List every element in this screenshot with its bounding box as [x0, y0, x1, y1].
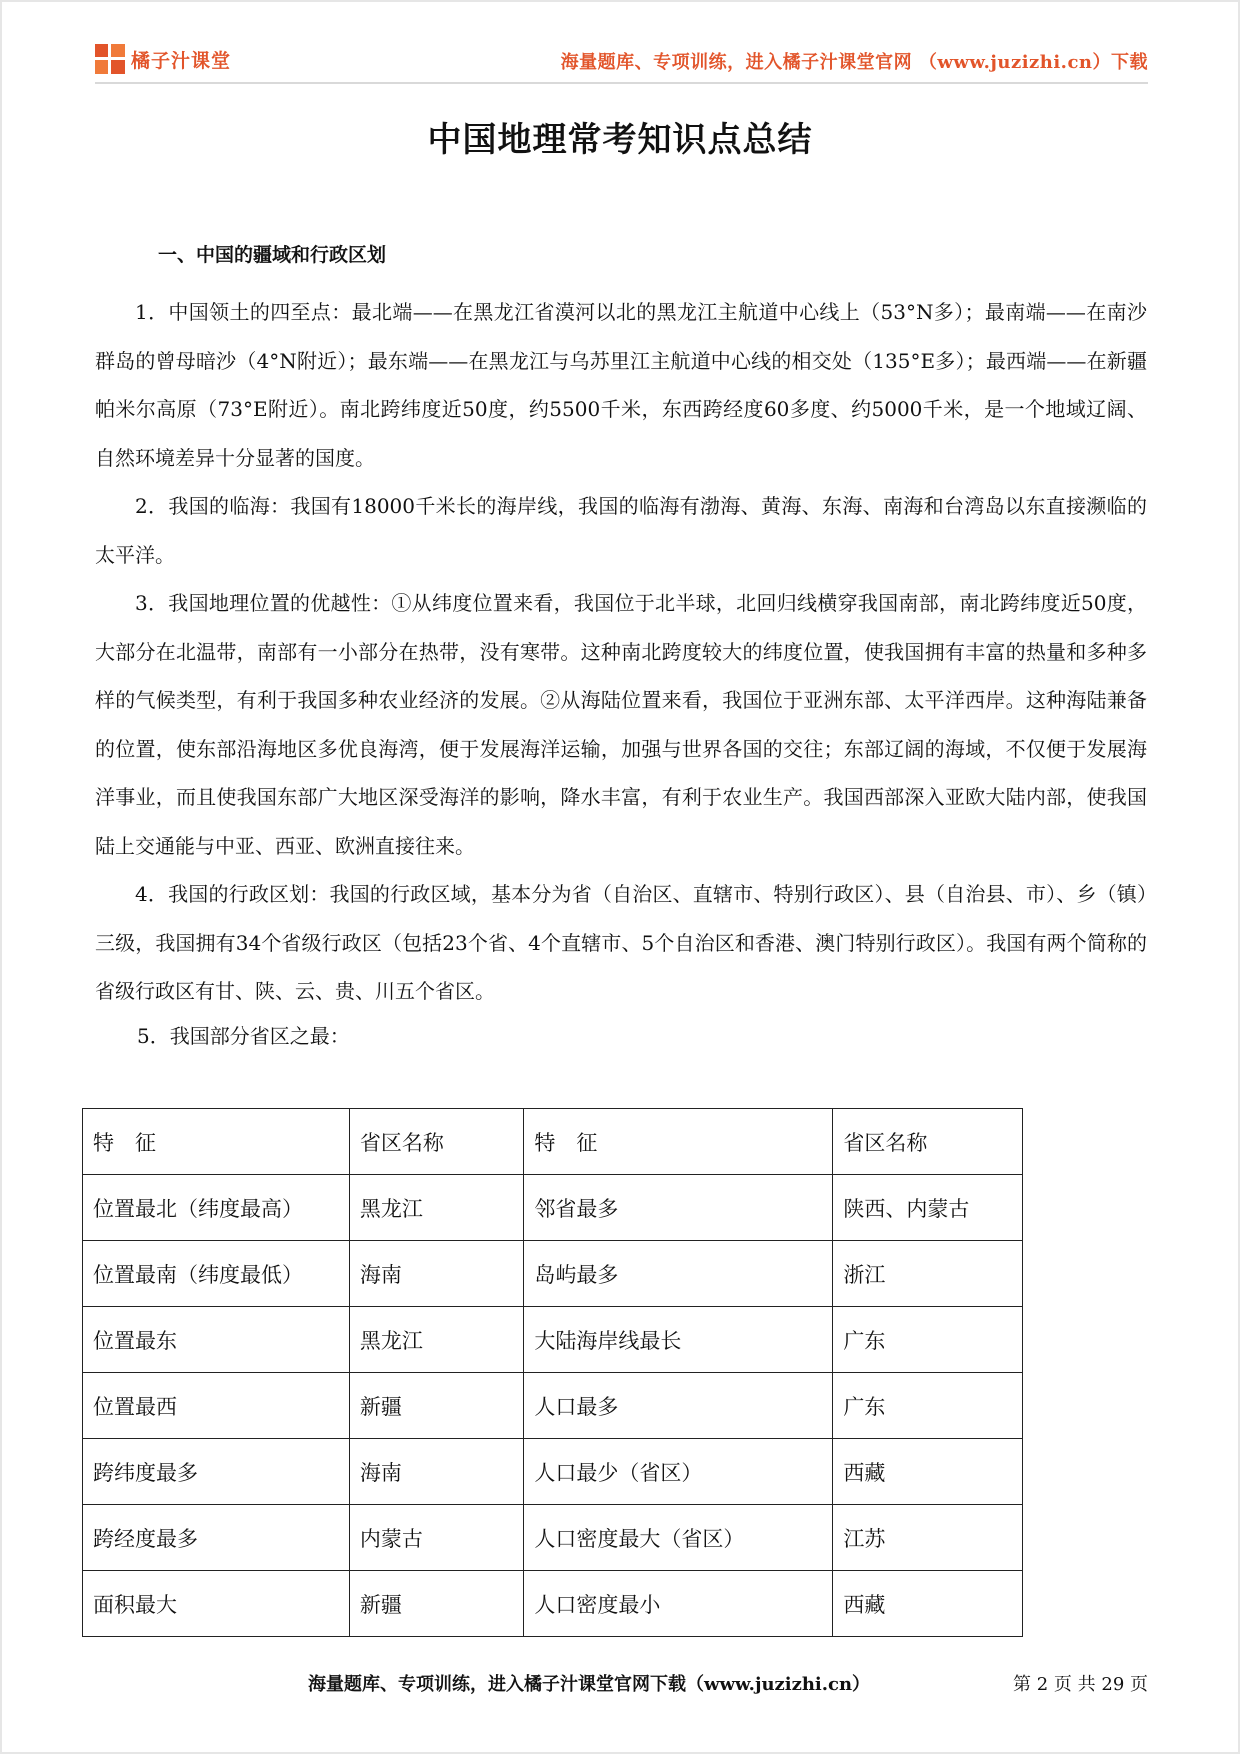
table-row: [83, 1439, 1023, 1505]
table-cell: 人口最少（省区）: [524, 1439, 833, 1505]
table-row: [83, 1307, 1023, 1373]
table-cell: 海南: [349, 1439, 524, 1505]
table-cell: 新疆: [349, 1571, 524, 1637]
table-row: [83, 1571, 1023, 1637]
table-cell: 人口最多: [524, 1373, 833, 1439]
table-cell: 位置最东: [83, 1307, 350, 1373]
header-slogan[interactable]: 海量题库、专项训练，进入橘子汁课堂官网 （www.juzizhi.cn）下载: [560, 52, 1148, 73]
table-cell: 黑龙江: [349, 1175, 524, 1241]
table-cell: 位置最北（纬度最高）: [83, 1175, 350, 1241]
table-cell: 浙江: [833, 1241, 1023, 1307]
table-cell: 内蒙古: [349, 1505, 524, 1571]
table-cell: 西藏: [833, 1439, 1023, 1505]
page-number: 第 2 页 共 29 页: [1013, 1674, 1148, 1695]
logo-icon: [95, 44, 125, 74]
table-cell: 新疆: [349, 1373, 524, 1439]
paragraph-location-advantages: 3．我国地理位置的优越性：①从纬度位置来看，我国位于北半球，北回归线横穿我国南部，南北跨纬度近50度，大部分在北温带，南部有一小部分在热带，没有寒带。这种南北跨度较大的纬度位置，使我国拥有丰富的热量和多种多样的气候类型，有利于我国多种农业经济的发展。②从海陆位置来看，我国位于亚洲东部、太平洋西岸。这种海陆兼备的位置，使东部沿海地区多优良海湾，便于发展海洋运输，加强与世界各国的交往；东部辽阔的海域，不仅便于发展海洋事业，而且使我国东部广大地区深受海洋的影响，降水丰富，有利于农业生产。我国西部深入亚欧大陆内部，使我国陆上交通能与中亚、西亚、欧洲直接往来。: [95, 591, 1147, 858]
province-records-table: [82, 1108, 1023, 1637]
table-row: [83, 1175, 1023, 1241]
site-logo[interactable]: [95, 44, 231, 74]
table-cell: 岛屿最多: [524, 1241, 833, 1307]
table-cell: 位置最南（纬度最低）: [83, 1241, 350, 1307]
table-header-row: [83, 1109, 1023, 1175]
paragraph-territory-extremes: 1．中国领土的四至点：最北端——在黑龙江省漠河以北的黑龙江主航道中心线上（53°N多）；最南端——在南沙群岛的曾母暗沙（4°N附近）；最东端——在黑龙江与乌苏里江主航道中心线的相交处（135°E多）；最西端——在新疆帕米尔高原（73°E附近）。南北跨纬度近50度，约5500千米，东西跨经度60多度、约5000千米，是一个地域辽阔、自然环境差异十分显著的国度。: [95, 300, 1147, 470]
table-cell: 广东: [833, 1307, 1023, 1373]
table-cell: 跨纬度最多: [83, 1439, 350, 1505]
page-header: [95, 40, 1148, 84]
table-cell: 黑龙江: [349, 1307, 524, 1373]
table-cell: 人口密度最大（省区）: [524, 1505, 833, 1571]
paragraph-seas: 2．我国的临海：我国有18000千米长的海岸线，我国的临海有渤海、黄海、东海、南海和台湾岛以东直接濒临的太平洋。: [95, 494, 1147, 567]
table-cell: 海南: [349, 1241, 524, 1307]
section-heading: 一、中国的疆域和行政区划: [158, 244, 387, 266]
table-cell: 邻省最多: [524, 1175, 833, 1241]
table-cell: 陕西、内蒙古: [833, 1175, 1023, 1241]
document-title: 中国地理常考知识点总结: [427, 120, 813, 160]
logo-text: 橘子汁课堂: [131, 49, 232, 72]
table-cell: 面积最大: [83, 1571, 350, 1637]
table-cell: 西藏: [833, 1571, 1023, 1637]
table-header-cell: 省区名称: [349, 1109, 524, 1175]
table-cell: 江苏: [833, 1505, 1023, 1571]
table-header-cell: 省区名称: [833, 1109, 1023, 1175]
document-body: [95, 240, 1147, 1056]
table-cell: 人口密度最小: [524, 1571, 833, 1637]
table-cell: 位置最西: [83, 1373, 350, 1439]
table-cell: 广东: [833, 1373, 1023, 1439]
table-row: [83, 1373, 1023, 1439]
table-row: [83, 1505, 1023, 1571]
table-caption: 5．我国部分省区之最：: [137, 1023, 350, 1048]
paragraph-administrative-divisions: 4．我国的行政区划：我国的行政区域，基本分为省（自治区、直辖市、特别行政区）、县（自治县、市）、乡（镇）三级，我国拥有34个省级行政区（包括23个省、4个直辖市、5个自治区和香港、澳门特别行政区）。我国有两个简称的省级行政区有甘、陕、云、贵、川五个省区。: [95, 882, 1147, 1003]
table-header-cell: 特 征: [83, 1109, 350, 1175]
table-row: [83, 1241, 1023, 1307]
table-cell: 大陆海岸线最长: [524, 1307, 833, 1373]
footer-slogan[interactable]: 海量题库、专项训练，进入橘子汁课堂官网下载（www.juzizhi.cn）: [308, 1674, 871, 1695]
page-footer: [95, 1670, 1148, 1700]
table-header-cell: 特 征: [524, 1109, 833, 1175]
table-cell: 跨经度最多: [83, 1505, 350, 1571]
